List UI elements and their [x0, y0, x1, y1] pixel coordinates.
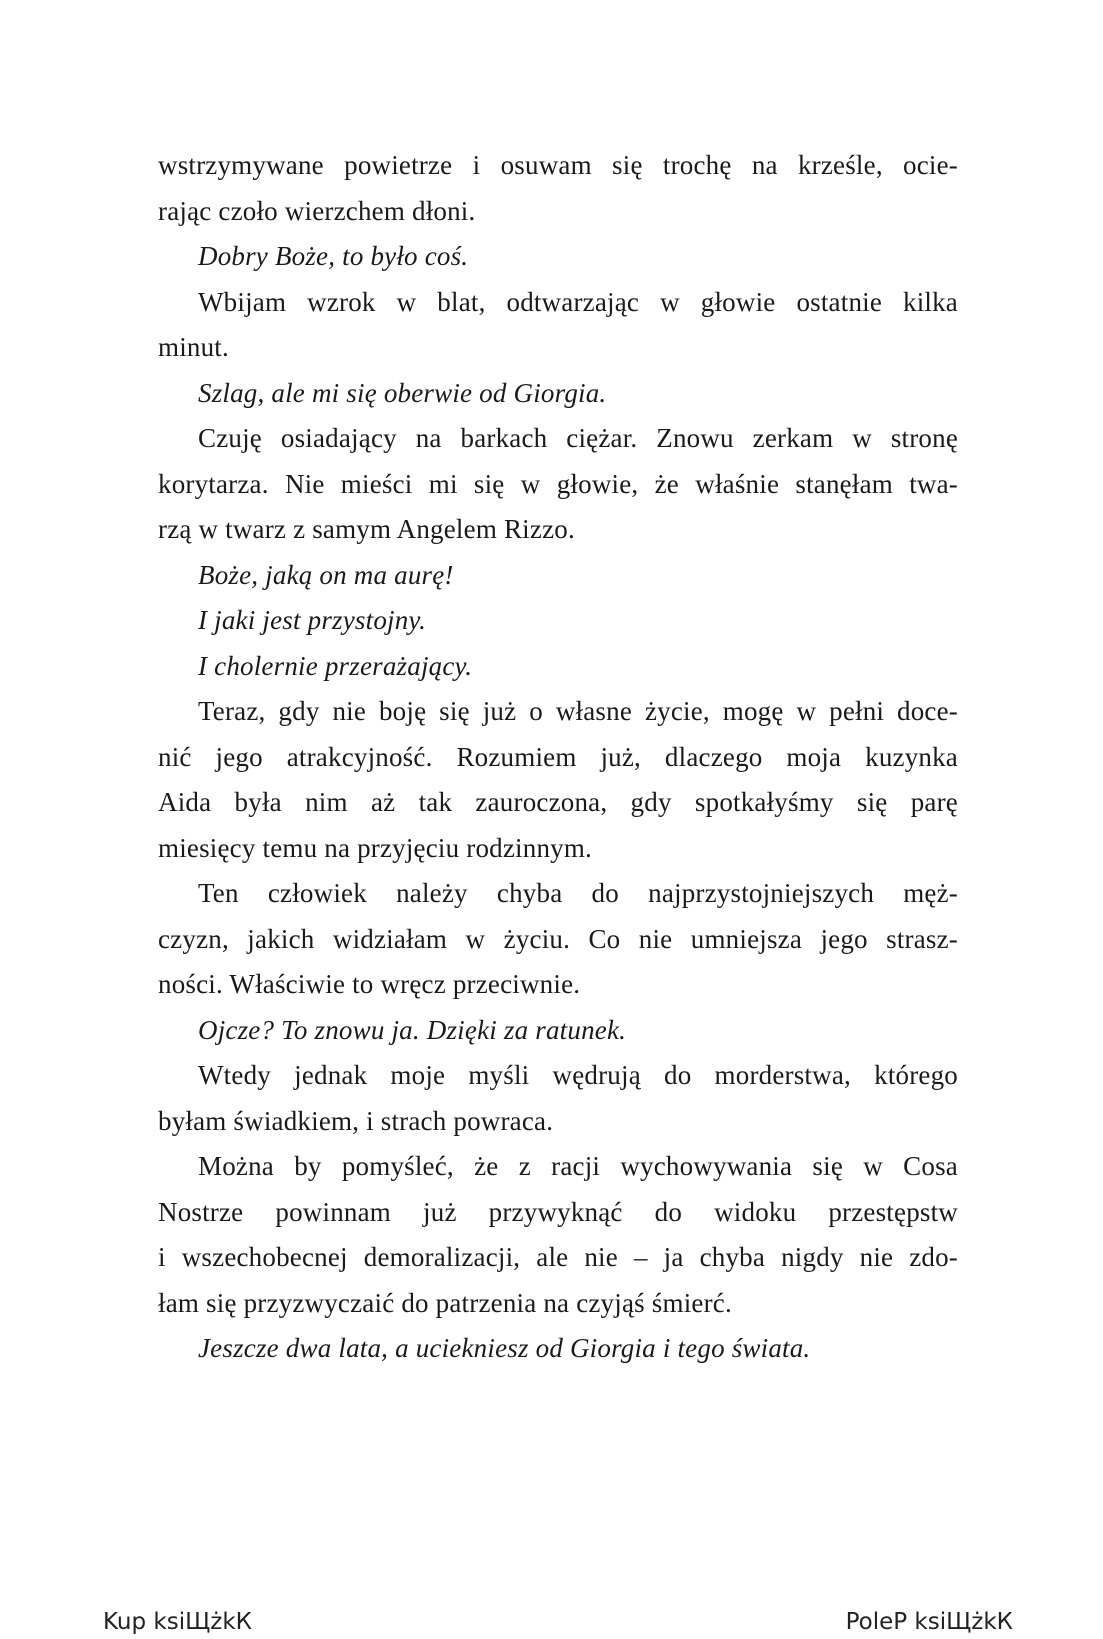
italic-text-line: Dobry Boże, to było coś. — [198, 241, 469, 271]
text-line: Wtedy jednak moje myśli wędrują do morderstwa, którego — [198, 1060, 958, 1090]
italic-text-line: Ojcze? To znowu ja. Dzięki za ratunek. — [198, 1014, 627, 1045]
text-line: minut. — [158, 332, 229, 362]
italic-text-line: I cholernie przerażający. — [198, 650, 473, 681]
text-line: Wbijam wzrok w blat, odtwarzając w głowie ostatnie kilka — [198, 286, 958, 317]
text-line: i wszechobecnej demoralizacji, ale nie – ja chyba nigdy nie zdo- — [158, 1242, 958, 1272]
text-line: Czuję osiadający na barkach ciężar. Znowu zerkam w stronę — [198, 423, 958, 453]
text-line: ności. Właściwie to wręcz przeciwnie. — [158, 969, 581, 999]
recommend-book-link[interactable]: PoleР ksiЩżkК — [845, 1609, 1013, 1635]
italic-text-line: Boże, jaką on ma aurę! — [198, 559, 454, 590]
text-line: Aida była nim aż tak zauroczona, gdy spotkałyśmy się parę — [158, 787, 958, 817]
text-line: Ten człowiek należy chyba do najprzystojniejszych męż- — [198, 878, 958, 908]
text-line: korytarza. Nie mieści mi się w głowie, że właśnie stanęłam twa- — [158, 468, 958, 499]
text-line: czyzn, jakich widziałam w życiu. Co nie umniejsza jego strasz- — [158, 923, 958, 954]
text-line: rając czoło wierzchem dłoni. — [158, 195, 476, 226]
italic-text-line: Szlag, ale mi się oberwie od Giorgia. — [198, 377, 607, 408]
text-line: nić jego atrakcyjność. Rozumiem już, dlaczego moja kuzynka — [158, 741, 958, 772]
text-line: miesięcy temu na przyjęciu rodzinnym. — [158, 832, 593, 863]
text-line: rzą w twarz z samym Angelem Rizzo. — [158, 514, 575, 544]
italic-text-line: Jeszcze dwa lata, a uciekniesz od Giorgia i tego świata. — [198, 1333, 811, 1363]
text-line: Teraz, gdy nie boję się już o własne życie, mogę w pełni doce- — [198, 696, 958, 726]
text-line: łam się przyzwyczaić do patrzenia na czyjąś śmierć. — [158, 1287, 732, 1318]
text-line: wstrzymywane powietrze i osuwam się trochę na krześle, ocie- — [158, 150, 958, 180]
buy-book-link[interactable]: Kup ksiЩżkК — [103, 1609, 252, 1635]
text-line: Można by pomyśleć, że z racji wychowywania się w Cosa — [198, 1151, 958, 1181]
italic-text-line: I jaki jest przystojny. — [198, 605, 427, 635]
page-body — [158, 143, 958, 1372]
text-line: byłam świadkiem, i strach powraca. — [158, 1105, 554, 1136]
text-line: Nostrze powinnam już przywyknąć do widoku przestępstw — [158, 1196, 958, 1227]
